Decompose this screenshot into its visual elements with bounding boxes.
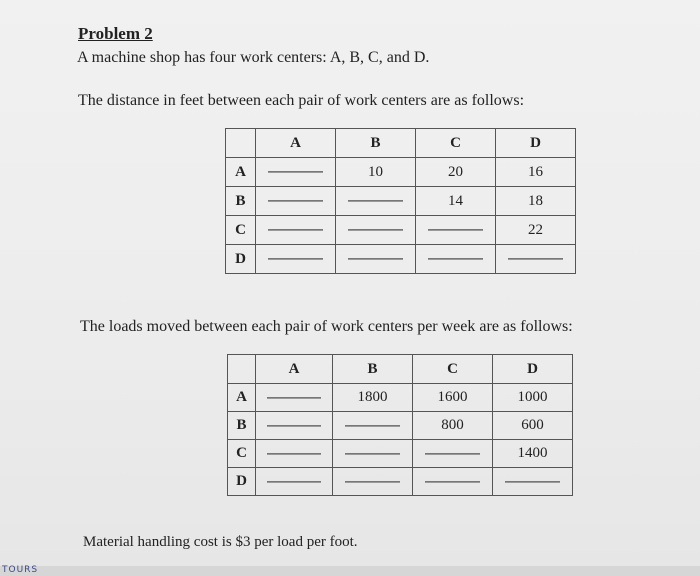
table-row — [228, 468, 573, 496]
empty-cell-line — [268, 200, 323, 202]
table-cell — [416, 216, 496, 245]
table-cell: 22 — [496, 216, 576, 245]
column-header: C — [416, 129, 496, 158]
empty-cell-line — [425, 481, 480, 483]
corner-cell — [226, 129, 256, 158]
table-row — [228, 412, 573, 440]
cost-statement: Material handling cost is $3 per load per foot. — [83, 534, 358, 550]
bottom-edge — [0, 566, 700, 576]
row-label: A — [226, 158, 256, 187]
table-cell: 14 — [416, 187, 496, 216]
empty-cell-line — [508, 258, 563, 260]
table-cell: 18 — [496, 187, 576, 216]
empty-cell-line — [348, 200, 403, 202]
table-cell — [336, 245, 416, 274]
column-header: A — [256, 129, 336, 158]
table-cell — [256, 384, 333, 412]
table-cell: 1400 — [493, 440, 573, 468]
table-row — [228, 440, 573, 468]
table-row — [226, 187, 576, 216]
table-cell — [416, 245, 496, 274]
table-row — [226, 216, 576, 245]
empty-cell-line — [267, 481, 320, 483]
table-cell — [256, 440, 333, 468]
table-cell: 1000 — [493, 384, 573, 412]
table-cell: 1800 — [333, 384, 413, 412]
table-cell: 10 — [336, 158, 416, 187]
table-cell: 600 — [493, 412, 573, 440]
table-cell — [413, 440, 493, 468]
empty-cell-line — [268, 258, 323, 260]
column-header: A — [256, 355, 333, 384]
empty-cell-line — [268, 229, 323, 231]
table-cell — [256, 216, 336, 245]
table-cell — [333, 468, 413, 496]
table-cell: 20 — [416, 158, 496, 187]
empty-cell-line — [267, 425, 320, 427]
empty-cell-line — [425, 453, 480, 455]
table-row — [226, 245, 576, 274]
column-header: C — [413, 355, 493, 384]
empty-cell-line — [345, 453, 400, 455]
row-label: B — [226, 187, 256, 216]
empty-cell-line — [345, 481, 400, 483]
table-cell — [333, 412, 413, 440]
row-label: A — [228, 384, 256, 412]
empty-cell-line — [505, 481, 560, 483]
table-cell: 800 — [413, 412, 493, 440]
load-table — [227, 354, 573, 496]
table-cell — [256, 468, 333, 496]
empty-cell-line — [348, 229, 403, 231]
row-label: C — [226, 216, 256, 245]
distance-description: The distance in feet between each pair of work centers are as follows: — [78, 92, 525, 109]
empty-cell-line — [345, 425, 400, 427]
empty-cell-line — [428, 258, 483, 260]
column-header: D — [496, 129, 576, 158]
column-header: B — [336, 129, 416, 158]
empty-cell-line — [267, 453, 320, 455]
table-cell — [333, 440, 413, 468]
footer-text: TOURS — [2, 565, 39, 575]
empty-cell-line — [428, 229, 483, 231]
table-cell — [496, 245, 576, 274]
table-cell: 16 — [496, 158, 576, 187]
table-header-row — [226, 129, 576, 158]
problem-intro: A machine shop has four work centers: A, B, C, and D. — [77, 49, 430, 66]
empty-cell-line — [267, 397, 320, 399]
row-label: D — [228, 468, 256, 496]
column-header: B — [333, 355, 413, 384]
table-cell — [256, 158, 336, 187]
table-cell — [413, 468, 493, 496]
table-cell — [256, 245, 336, 274]
table-cell — [336, 187, 416, 216]
distance-table — [225, 128, 576, 274]
empty-cell-line — [348, 258, 403, 260]
table-cell — [493, 468, 573, 496]
column-header: D — [493, 355, 573, 384]
table-row — [228, 384, 573, 412]
row-label: B — [228, 412, 256, 440]
table-cell — [336, 216, 416, 245]
table-cell — [256, 187, 336, 216]
empty-cell-line — [268, 171, 323, 173]
loads-description: The loads moved between each pair of work centers per week are as follows: — [80, 318, 573, 335]
table-cell: 1600 — [413, 384, 493, 412]
row-label: C — [228, 440, 256, 468]
table-row — [226, 158, 576, 187]
table-header-row — [228, 355, 573, 384]
row-label: D — [226, 245, 256, 274]
corner-cell — [228, 355, 256, 384]
table-cell — [256, 412, 333, 440]
problem-title: Problem 2 — [78, 24, 153, 43]
